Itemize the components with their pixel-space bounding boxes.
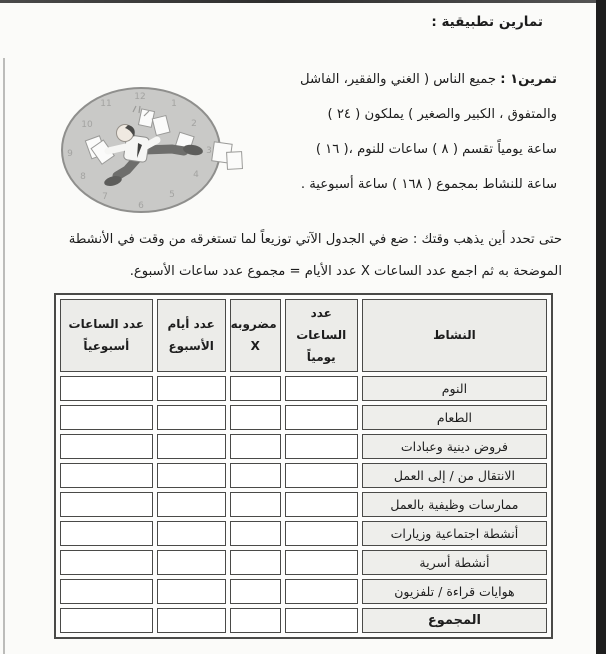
activity-label-cell: هوايات قراءة / تلفزيون: [362, 579, 547, 604]
table-header-row: [60, 299, 547, 372]
blank-input-cell: [60, 492, 153, 517]
col-header-daily-hours: عدد الساعات يومياً: [285, 299, 358, 372]
blank-input-cell: [60, 608, 153, 633]
table-row: [60, 579, 547, 604]
col-header-activity: النشاط: [362, 299, 547, 372]
blank-input-cell: [60, 405, 153, 430]
blank-input-cell: [60, 550, 153, 575]
blank-input-cell: [230, 376, 281, 401]
table-row: [60, 405, 547, 430]
blank-input-cell: [285, 521, 358, 546]
activity-table: [54, 293, 553, 639]
blank-input-cell: [230, 434, 281, 459]
blank-input-cell: [157, 521, 226, 546]
blank-input-cell: [285, 579, 358, 604]
table-row: [60, 376, 547, 401]
instructions-line: الموضحة به ثم اجمع عدد الساعات X عدد الأيام = مجموع عدد ساعات الأسبوع.: [129, 264, 562, 279]
activity-table-container: [54, 293, 553, 639]
instructions-line: حتى تحدد أين يذهب وقتك : ضع في الجدول الآتي توزيعاً لما تستغرقه من وقت في الأنشطة: [68, 232, 562, 247]
activity-label-cell: الطعام: [362, 405, 547, 430]
blank-input-cell: [230, 405, 281, 430]
table-row: [60, 434, 547, 459]
table-row: [60, 521, 547, 546]
clock-number: 10: [81, 120, 93, 130]
activity-label-cell: الانتقال من / إلى العمل: [362, 463, 547, 488]
activity-label-cell: أنشطة أسرية: [362, 550, 547, 575]
scan-edge-top: [0, 0, 606, 3]
blank-input-cell: [285, 405, 358, 430]
activity-label-cell: ممارسات وظيفية بالعمل: [362, 492, 547, 517]
blank-input-cell: [285, 550, 358, 575]
blank-input-cell: [60, 521, 153, 546]
clock-number: 5: [169, 190, 175, 200]
blank-input-cell: [230, 463, 281, 488]
clock-number: 4: [193, 170, 199, 180]
table-row: [60, 463, 547, 488]
scan-edge-right: [596, 0, 606, 654]
blank-input-cell: [157, 463, 226, 488]
clock-number: 7: [102, 192, 108, 202]
table-total-row: [60, 608, 547, 633]
col-header-multiplied-x: مضروبه X: [230, 299, 281, 372]
blank-input-cell: [60, 434, 153, 459]
blank-input-cell: [157, 434, 226, 459]
blank-input-cell: [285, 492, 358, 517]
scan-artifact-line: [3, 58, 5, 654]
clock-number: 12: [134, 92, 146, 102]
clock-number: 6: [138, 201, 144, 211]
activity-label-cell: فروض دينية وعبادات: [362, 434, 547, 459]
clock-number: 3: [206, 146, 212, 156]
clock-number: 9: [67, 149, 73, 159]
blank-input-cell: [285, 376, 358, 401]
blank-input-cell: [230, 579, 281, 604]
exercise-paragraph: [237, 62, 557, 202]
table-row: [60, 550, 547, 575]
clock-number: 8: [80, 172, 86, 182]
blank-input-cell: [157, 550, 226, 575]
blank-input-cell: [157, 492, 226, 517]
exercise-line: تمرين١ : جميع الناس ( الغني والفقير، الفاشل: [300, 72, 557, 87]
exercise-line: ساعة يومياً تقسم ( ٨ ) ساعات للنوم ،( ١٦ ): [315, 142, 557, 157]
exercise-number-label: تمرين١ :: [500, 72, 557, 87]
col-header-week-days: عدد أيام الأسبوع: [157, 299, 226, 372]
blank-input-cell: [60, 376, 153, 401]
blank-input-cell: [230, 492, 281, 517]
instructions-paragraph: [32, 224, 562, 288]
exercise-line: ساعة للنشاط بمجموع ( ١٦٨ ) ساعة أسبوعية .: [300, 177, 557, 192]
clock-number: 1: [171, 99, 177, 109]
exercise-line: والمتفوق ، الكبير والصغير ) يملكون ( ٢٤ ): [327, 107, 557, 122]
table-row: [60, 492, 547, 517]
blank-input-cell: [285, 434, 358, 459]
clock-number: 2: [191, 119, 197, 129]
running-man-clock-clipart: [50, 78, 250, 220]
blank-input-cell: [157, 579, 226, 604]
blank-input-cell: [230, 521, 281, 546]
clock-illustration: [50, 78, 250, 220]
col-header-weekly-hours: عدد الساعات أسبوعياً: [60, 299, 153, 372]
blank-input-cell: [60, 579, 153, 604]
blank-input-cell: [157, 608, 226, 633]
page-title: تمارين تطبيقية :: [431, 14, 543, 30]
blank-input-cell: [60, 463, 153, 488]
activity-label-cell: أنشطة اجتماعية وزيارات: [362, 521, 547, 546]
blank-input-cell: [157, 405, 226, 430]
blank-input-cell: [285, 608, 358, 633]
blank-input-cell: [285, 463, 358, 488]
blank-input-cell: [230, 608, 281, 633]
activity-label-cell: النوم: [362, 376, 547, 401]
blank-input-cell: [157, 376, 226, 401]
blank-input-cell: [230, 550, 281, 575]
clock-number: 11: [100, 99, 112, 109]
total-label-cell: المجموع: [362, 608, 547, 633]
